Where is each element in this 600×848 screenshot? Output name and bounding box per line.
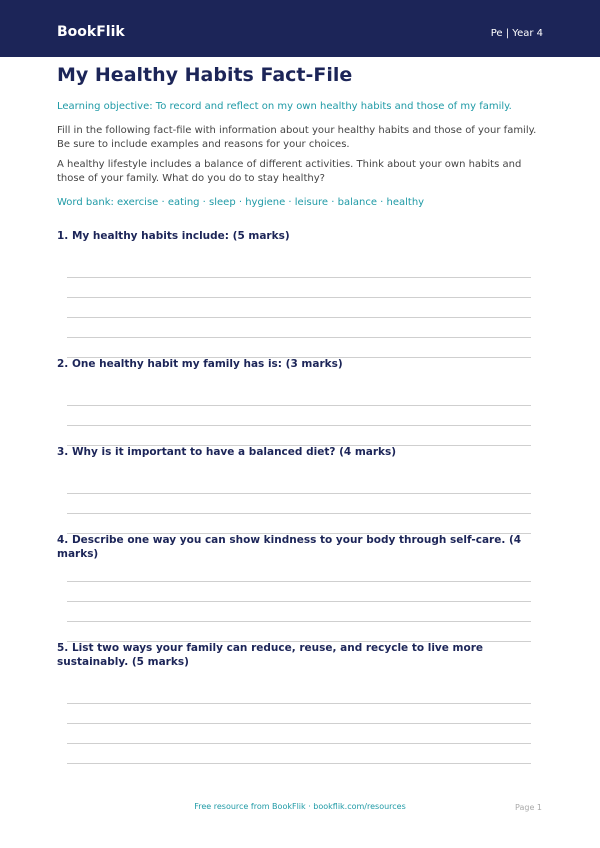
page-title: My Healthy Habits Fact-File — [57, 64, 353, 86]
answer-line-3-1[interactable] — [67, 493, 531, 494]
answer-line-4-1[interactable] — [67, 581, 531, 582]
answer-line-1-3[interactable] — [67, 317, 531, 318]
question-4: 4. Describe one way you can show kindness to your body through self-care. (4 marks) — [57, 534, 522, 560]
answer-line-1-1[interactable] — [67, 277, 531, 278]
answer-line-4-3[interactable] — [67, 621, 531, 622]
question-1: 1. My healthy habits include: (5 marks) — [57, 230, 290, 242]
brand-logo-text: BookFlik — [57, 24, 125, 40]
answer-line-5-3[interactable] — [67, 743, 531, 744]
subject-year-label: Pe | Year 4 — [490, 28, 543, 39]
intro-paragraph-1: Fill in the following fact-file with information about your healthy habits and those of your family. Be sure to include examples and reasons for your choices. — [57, 125, 537, 150]
page-number: Page 1 — [515, 803, 542, 812]
answer-line-5-2[interactable] — [67, 723, 531, 724]
footer-credit: Free resource from BookFlik · bookflik.com/resources — [194, 802, 406, 811]
word-bank: Word bank: exercise · eating · sleep · hygiene · leisure · balance · healthy — [57, 197, 425, 208]
question-5: 5. List two ways your family can reduce, reuse, and recycle to live more sustainably. (5 marks) — [57, 642, 483, 668]
learning-objective: Learning objective: To record and reflect on my own healthy habits and those of my family. — [57, 101, 512, 112]
answer-line-1-4[interactable] — [67, 337, 531, 338]
answer-line-1-2[interactable] — [67, 297, 531, 298]
answer-line-4-2[interactable] — [67, 601, 531, 602]
answer-line-3-2[interactable] — [67, 513, 531, 514]
answer-line-2-1[interactable] — [67, 405, 531, 406]
question-2: 2. One healthy habit my family has is: (3 marks) — [57, 358, 343, 370]
header-bar — [0, 0, 600, 57]
answer-line-5-1[interactable] — [67, 703, 531, 704]
answer-line-5-4[interactable] — [67, 763, 531, 764]
question-3: 3. Why is it important to have a balanced diet? (4 marks) — [57, 446, 397, 458]
answer-line-2-2[interactable] — [67, 425, 531, 426]
intro-paragraph-2: A healthy lifestyle includes a balance of different activities. Think about your own habits and those of your family. What do you do to stay healthy? — [57, 159, 522, 184]
